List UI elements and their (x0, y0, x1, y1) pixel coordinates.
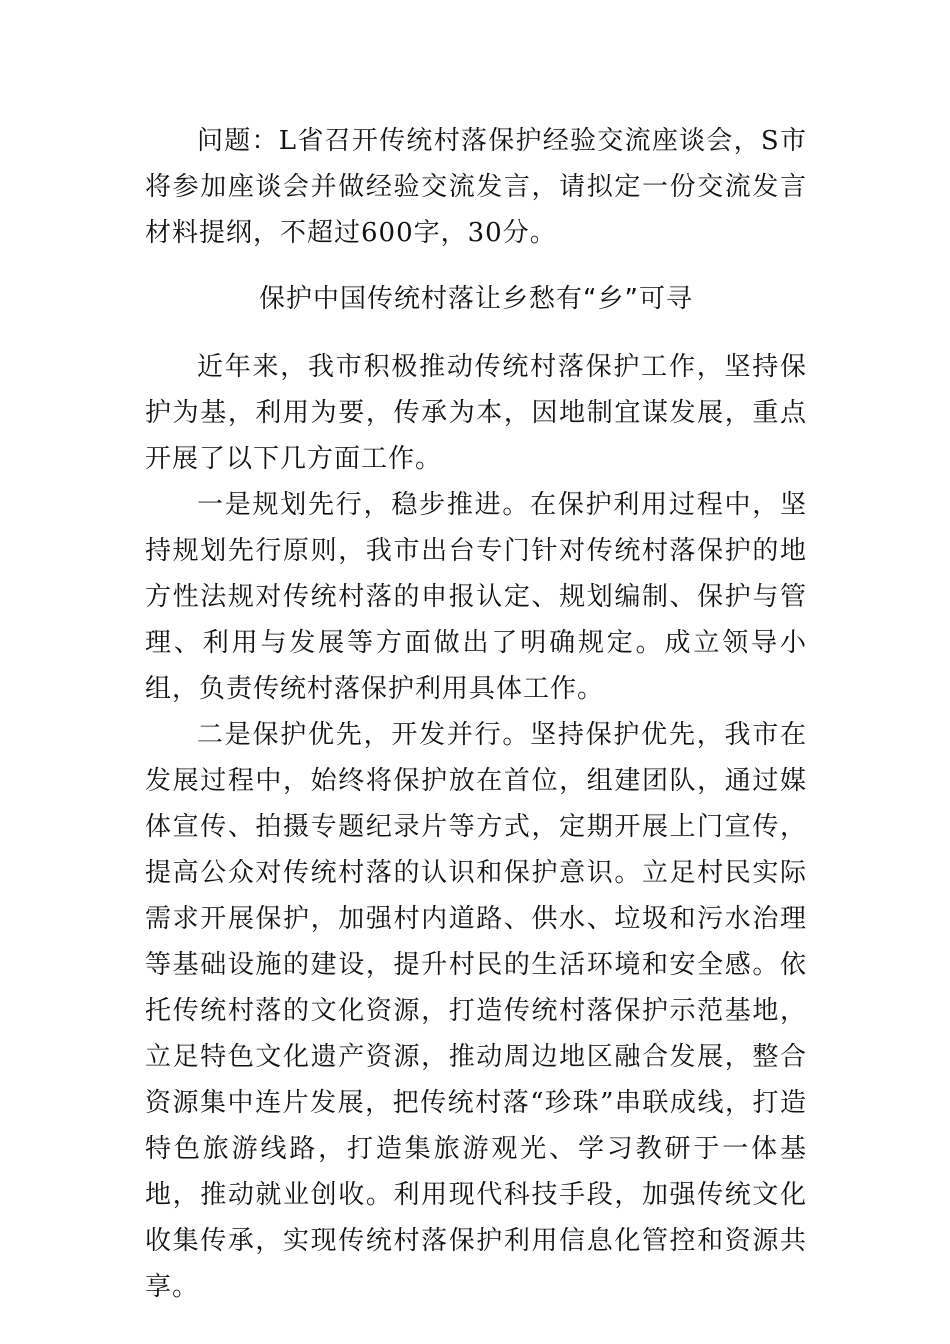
document-title: 保护中国传统村落让乡愁有“乡”可寻 (259, 284, 693, 314)
section-two-paragraph: 二是保护优先，开发并行。坚持保护优先，我市在发展过程中，始终将保护放在首位，组建团队，通过媒体宣传、拍摄专题纪录片等方式，定期开展上门宣传，提高公众对传统村落的认识和保护意识。立足村民实际需求开展保护，加强村内道路、供水、垃圾和污水治理等基础设施的建设，提升村民的生活环境和安全感。依托传统村落的文化资源，打造传统村落保护示范基地，立足特色文化遗产资源，推动周边地区融合发展，整合资源集中连片发展，把传统村落“珍珠”串联成线，打造特色旅游线路，打造集旅游观光、学习教研于一体基地，推动就业创收。利用现代科技手段，加强传统文化收集传承，实现传统村落保护利用信息化管控和资源共享。 (145, 720, 807, 1302)
document-page (145, 118, 807, 1310)
section-one-paragraph: 一是规划先行，稳步推进。在保护利用过程中，坚持规划先行原则，我市出台专门针对传统村落保护的地方性法规对传统村落的申报认定、规划编制、保护与管理、利用与发展等方面做出了明确规定。成立领导小组，负责传统村落保护利用具体工作。 (145, 490, 807, 704)
intro-paragraph: 近年来，我市积极推动传统村落保护工作，坚持保护为基，利用为要，传承为本，因地制宜谋发展，重点开展了以下几方面工作。 (145, 352, 807, 474)
question-paragraph: 问题：L省召开传统村落保护经验交流座谈会，S市将参加座谈会并做经验交流发言，请拟定一份交流发言材料提纲，不超过600字，30分。 (145, 126, 807, 248)
